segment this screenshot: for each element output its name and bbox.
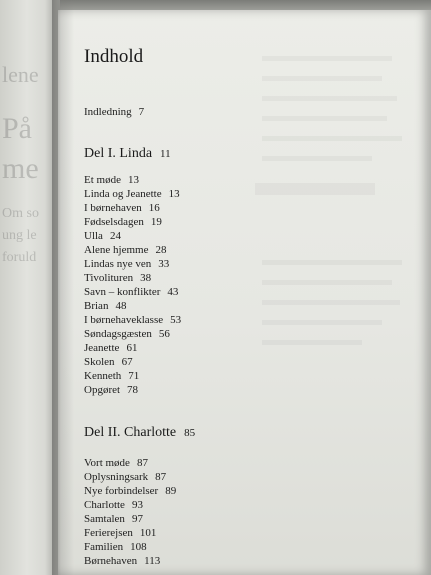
toc-entry-page: 38 [140,272,152,284]
toc-entry-label: Et møde [84,174,121,186]
toc-entry-page: 113 [144,555,161,567]
part-label: Del I. Linda [84,146,153,161]
page-title: Indhold [84,46,144,67]
toc-entry-label: Nye forbindelser [84,485,159,497]
toc-entry-page: 93 [131,499,143,511]
toc-entry-page: 97 [131,513,143,525]
toc-entry-page: 56 [158,328,170,340]
toc-entry-label: Linda og Jeanette [84,188,162,200]
toc-entry [84,244,166,256]
previous-page: lene På me Om so ung le foruld [0,0,60,575]
part-label: Del II. Charlotte [84,425,177,440]
toc-entry-page: 13 [168,188,180,200]
toc-entry [84,370,139,382]
toc-entry [84,342,137,354]
toc-entry-label: I børnehaveklasse [84,314,164,326]
toc-entry [84,513,143,525]
toc-entry [84,230,121,242]
toc-entry-page: 48 [115,300,127,312]
toc-entry [84,356,133,368]
toc-entry [84,527,156,539]
toc-entry-label: Lindas nye ven [84,258,152,270]
toc-entry-label: Jeanette [84,342,120,354]
toc-entry-label: Indledning [84,106,132,118]
toc-entry [84,174,139,186]
toc-entry-page: 33 [158,258,170,270]
toc-entry-label: Søndagsgæsten [84,328,152,340]
toc-entry-page: 78 [127,384,139,396]
toc-entry-label: Charlotte [84,499,125,511]
toc-entry-page: 71 [128,370,140,382]
toc-entry-page: 24 [109,230,121,242]
toc-entry-label: Vort møde [84,457,130,469]
part-heading [84,146,171,162]
part-page: 85 [184,427,196,439]
toc-entry-page: 13 [127,174,139,186]
toc-entry [84,328,170,340]
toc-entry-intro [84,106,144,118]
toc-entry-page: 28 [155,244,167,256]
toc-entry-page: 67 [121,356,133,368]
toc-entry-label: Samtalen [84,513,125,525]
toc-entry [84,202,160,214]
toc-entry-label: Tivolituren [84,272,134,284]
toc-entry-page: 87 [155,471,167,483]
toc-entry-label: Børnehaven [84,555,138,567]
part-heading [84,425,195,441]
toc-entry [84,314,181,326]
toc-entry [84,384,138,396]
toc-entry-label: Alene hjemme [84,244,149,256]
toc-entry-page: 53 [170,314,182,326]
toc-entry [84,258,169,270]
toc-entry-page: 16 [148,202,160,214]
toc-entry-label: I børnehaven [84,202,142,214]
toc-entry-page: 87 [136,457,148,469]
toc-entry-label: Opgøret [84,384,121,396]
toc-entry-label: Brian [84,300,109,312]
toc-entry-label: Ferierejsen [84,527,133,539]
toc-entry [84,300,126,312]
book-gutter [52,0,74,575]
part-page: 11 [160,148,171,160]
toc-entry [84,457,148,469]
toc-entry [84,499,143,511]
toc-entry [84,286,178,298]
toc-entry [84,541,147,553]
toc-entry [84,471,166,483]
toc-entry-label: Skolen [84,356,115,368]
toc-entry-label: Familien [84,541,124,553]
toc-entry-page: 108 [130,541,147,553]
toc-entry-label: Oplysningsark [84,471,149,483]
toc-entry [84,555,160,567]
toc-entry-page: 43 [167,286,179,298]
toc-entry-label: Savn – konflikter [84,286,161,298]
toc-entry [84,188,180,200]
toc-entry-label: Kenneth [84,370,122,382]
toc-entry-page: 7 [138,106,145,118]
toc-entry-page: 19 [150,216,162,228]
toc-entry-label: Ulla [84,230,103,242]
toc-entry [84,216,162,228]
toc-entry-page: 89 [165,485,177,497]
toc-entry [84,485,176,497]
toc-entry-label: Fødselsdagen [84,216,144,228]
toc-entry [84,272,151,284]
toc-entry-page: 101 [139,527,157,539]
toc-entry-page: 61 [126,342,138,354]
